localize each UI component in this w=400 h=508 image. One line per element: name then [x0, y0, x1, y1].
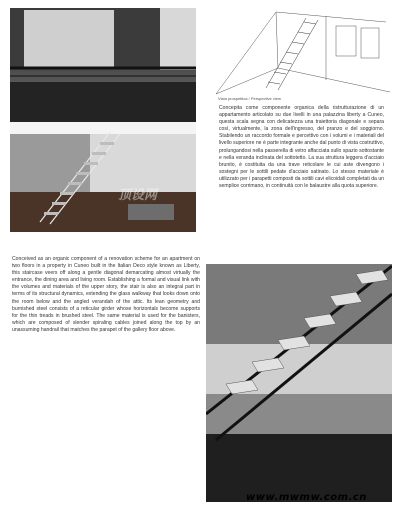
perspective-drawing — [206, 8, 392, 96]
drawing-caption: Vista prospettica / Perspective view — [218, 96, 281, 101]
watermark-logo: 顶设网 — [118, 188, 158, 203]
watermark-url: www.mwmw.com.cn — [246, 492, 367, 503]
photo-loft-staircase — [10, 8, 196, 232]
body-text-english: Conceived as an organic component of a renovation scheme for an apartment on two floors in a property in Cuneo built in the Italian Deco style known as Liberty, this staircase veers off along a gentle diagonal demarcating almost virtually the entrance, the dining area and living room. Establishing a formal and visual link with the volumes and materials of the upper story, the stair is also an integral part in terms of its structural dynamics, extending the glass walkway that looks down onto the room below and the angled verandah of the attic. Its lean geometry and burnished steel consists of a reticular girder whose horizontals become supports for the thin treads in brushed steel. The same material is used for the banisters, which are composed of slender spiraling cables joined along the top by an unassuming handrail that matches the parapet of the gallery floor above. — [12, 256, 200, 333]
body-text-italian: Concepita come componente organica della ristrutturazione di un appartamento articolato su due livelli in una palazzina liberty a Cuneo, questa scala segna con delicatezza una traiettoria diagonale e separa così, virtualmente, la zona dell'ingresso, del pranzo e del soggiorno. Stabilendo un raccordo formale e percettivo con i volumi e i materiali del livello superiore ne è parte integrante anche dal punto di vista costruttivo, prolungandosi nella passerella di vetro affacciata sullo spazio sottostante e nella veranda inclinata del sottotetto. La sua struttura leggera d'acciaio brunito, è costituita da una trave reticolare le cui aste divengono i sostegni per le sottili pedate d'acciaio satinato. Lo stesso materiale è utilizzato per i parapetti composti da sottili cavi elicoidali completati da un semplice corrimano, in continuità con le balaustre alla quota superiore. — [219, 105, 384, 190]
photo-stair-detail — [206, 264, 392, 502]
